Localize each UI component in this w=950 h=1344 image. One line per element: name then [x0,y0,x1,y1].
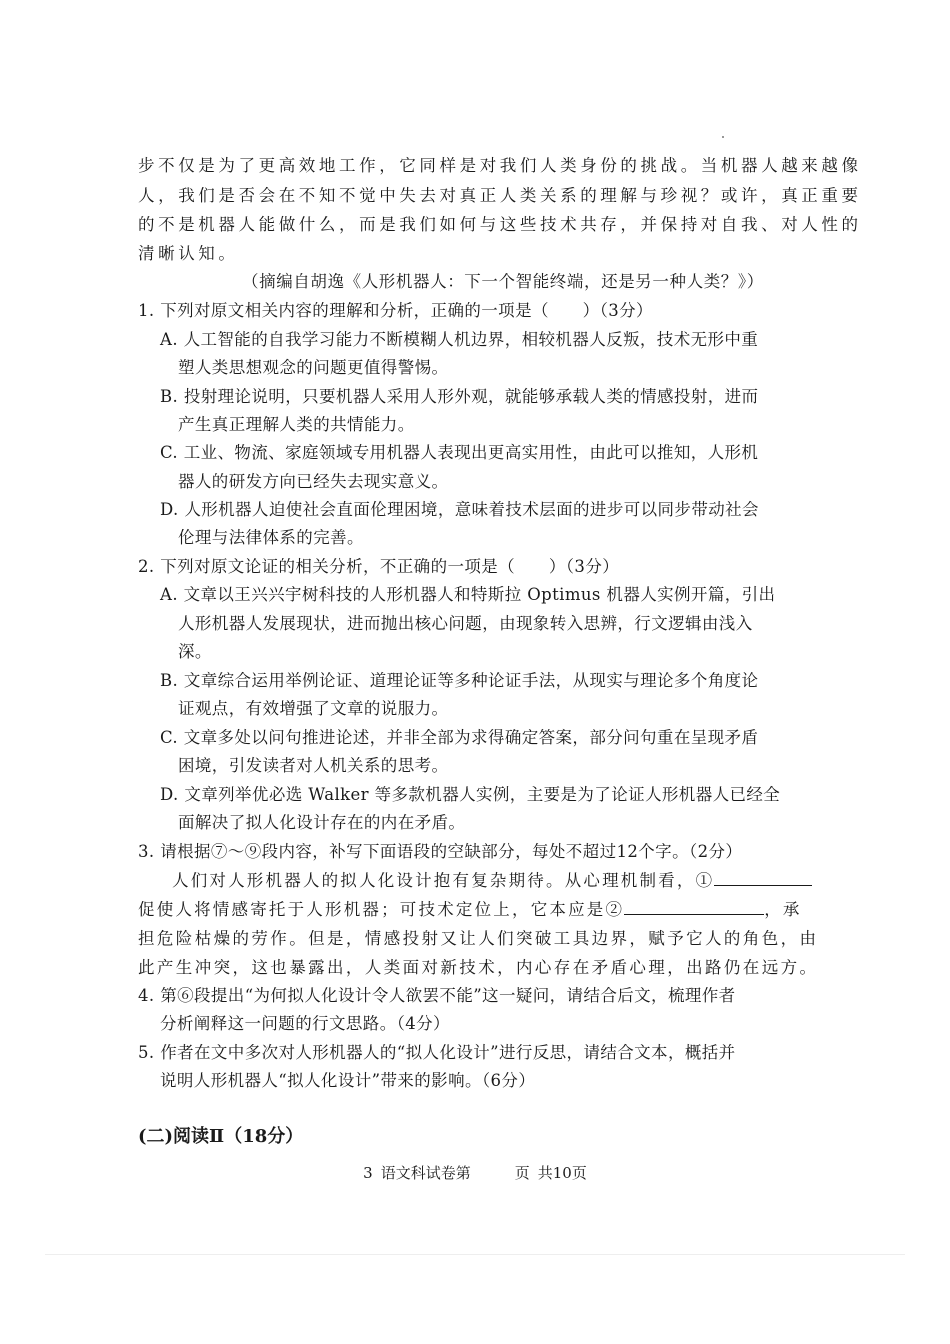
q3-paragraph-line-1 [172,871,812,891]
passage-line-1: 步不仅是为了更高效地工作，它同样是对我们人类身份的挑战。当机器人越来越像 [138,156,862,175]
q3-line1-text: 人们对人形机器人的拟人化设计抱有复杂期待。从心理机制看，① [172,871,715,890]
passage-line-2: 人，我们是否会在不知不觉中失去对真正人类关系的理解与珍视？或许，真正重要 [138,186,862,205]
page-footer [0,1162,950,1183]
answer-blank-2[interactable] [624,900,764,915]
q1-option-a-cont: 塑人类思想观念的问题更值得警惕。 [178,358,449,377]
q3-line2-text: 促使人将情感寄托于人形机器；可技术定位上，它本应是② [138,900,625,919]
q2-option-c: C. 文章多处以问句推进论述，并非全部为求得确定答案，部分问句重在呈现矛盾 [160,728,759,747]
footer-page-word: 页 [514,1164,530,1182]
footer-page-number: 3 [363,1164,373,1182]
q2-option-a: A. 文章以王兴兴宇树科技的人形机器人和特斯拉 Optimus 机器人实例开篇，引出 [160,585,776,604]
q2-option-a-cont1: 人形机器人发展现状，进而抛出核心问题，由现象转入思辨，行文逻辑由浅入 [178,614,753,633]
answer-blank-1[interactable] [714,871,812,886]
q4-stem-cont: 分析阐释这一问题的行文思路。（4分） [160,1014,450,1033]
q2-option-c-cont: 困境，引发读者对人机关系的思考。 [178,756,449,775]
q3-paragraph-line-2 [138,900,802,920]
q5-stem-cont: 说明人形机器人“拟人化设计”带来的影响。（6分） [160,1071,536,1090]
q3-paragraph-line-3: 担危险枯燥的劳作。但是，情感投射又让人们突破工具边界，赋予它人的角色，由 [138,929,819,948]
q1-option-b: B. 投射理论说明，只要机器人采用人形外观，就能够承载人类的情感投射，进而 [160,387,759,406]
q1-stem: 1. 下列对原文相关内容的理解和分析，正确的一项是（ ）（3分） [138,301,653,320]
q4-stem: 4. 第⑥段提出“为何拟人化设计令人欲罢不能”这一疑问，请结合后文，梳理作者 [138,986,736,1005]
q3-paragraph-line-4: 此产生冲突，这也暴露出，人类面对新技术，内心存在矛盾心理，出路仍在远方。 [138,958,819,977]
q1-option-b-cont: 产生真正理解人类的共情能力。 [178,415,415,434]
scan-speck [722,136,724,138]
q1-option-d: D. 人形机器人迫使社会直面伦理困境，意味着技术层面的进步可以同步带动社会 [160,500,759,519]
q3-line2-tail: ，承 [764,900,802,919]
q2-option-b: B. 文章综合运用举例论证、道理论证等多种论证手法，从现实与理论多个角度论 [160,671,759,690]
q1-option-c: C. 工业、物流、家庭领域专用机器人表现出更高实用性，由此可以推知，人形机 [160,443,759,462]
q2-option-b-cont: 证观点，有效增强了文章的说服力。 [178,699,449,718]
footer-total: 共10页 [537,1164,587,1182]
passage-line-3: 的不是机器人能做什么，而是我们如何与这些技术共存，并保持对自我、对人性的 [138,215,862,234]
scan-edge-line [45,1254,905,1255]
q5-stem: 5. 作者在文中多次对人形机器人的“拟人化设计”进行反思，请结合文本，概括并 [138,1043,736,1062]
q2-option-a-cont2: 深。 [178,642,212,661]
footer-label: 语文科试卷第 [380,1164,471,1182]
passage-line-4: 清晰认知。 [138,244,239,263]
q2-stem: 2. 下列对原文论证的相关分析，不正确的一项是（ ）（3分） [138,557,620,576]
q2-option-d-cont: 面解决了拟人化设计存在的内在矛盾。 [178,813,466,832]
q1-option-c-cont: 器人的研发方向已经失去现实意义。 [178,472,449,491]
passage-source: （摘编自胡逸《人形机器人：下一个智能终端，还是另一种人类？》） [242,272,764,291]
q2-option-d: D. 文章列举优必选 Walker 等多款机器人实例，主要是为了论证人形机器人已经全 [160,785,781,804]
section-title: (二)阅读Ⅱ（18分） [138,1126,304,1147]
q1-option-d-cont: 伦理与法律体系的完善。 [178,528,364,547]
q3-stem: 3. 请根据⑦～⑨段内容，补写下面语段的空缺部分，每处不超过12个字。（2分） [138,842,743,861]
q1-option-a: A. 人工智能的自我学习能力不断模糊人机边界，相较机器人反叛，技术无形中重 [160,330,759,349]
